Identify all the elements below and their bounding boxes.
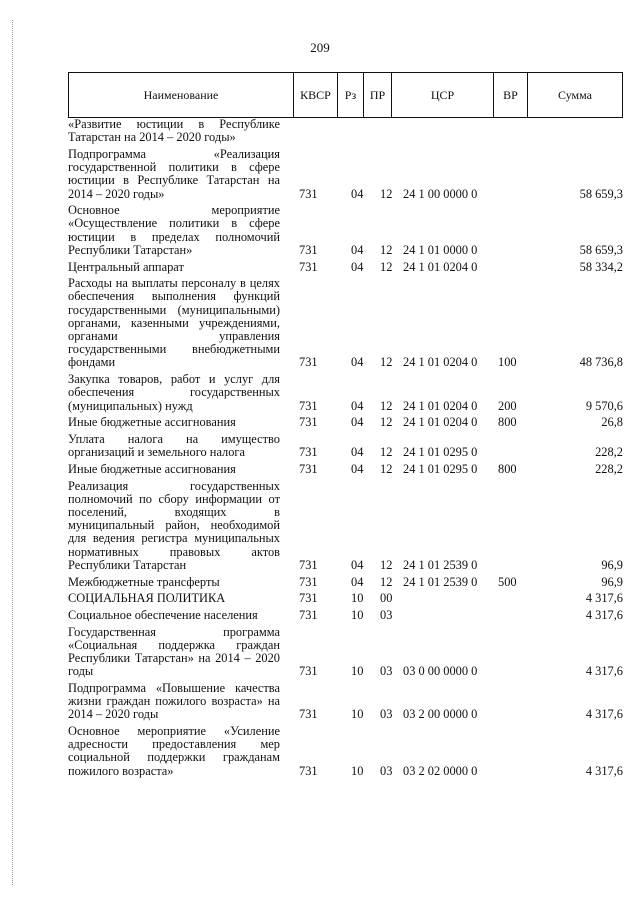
row-name: Реализация государственных полномочий по сбору информации от поселений, входящих в муниципальный район, необходимой для ведения регистра муниципальных нормативных правовых актов Республики Татарстан: [68, 478, 280, 572]
header-name: Наименование: [69, 73, 294, 117]
row-sum: 58 659,3: [579, 242, 623, 257]
row-rz: 10: [351, 707, 364, 722]
row-rz: 10: [351, 763, 364, 778]
row-pr: 12: [380, 445, 393, 460]
table-row: [68, 416, 623, 429]
row-pr: 12: [380, 461, 393, 476]
row-pr: 03: [380, 664, 393, 679]
row-rz: 04: [351, 186, 364, 201]
row-sum: 26,8: [601, 415, 623, 430]
header-kvsr: КВСР: [294, 73, 338, 117]
row-sum: 4 317,6: [585, 707, 623, 722]
row-rz: 04: [351, 259, 364, 274]
row-csr: 24 1 01 0204 0: [403, 355, 478, 370]
row-name: Социальное обеспечение населения: [68, 607, 258, 622]
row-kvsr: 731: [299, 591, 318, 606]
row-pr: 12: [380, 398, 393, 413]
row-rz: 04: [351, 557, 364, 572]
row-pr: 12: [380, 259, 393, 274]
table-row: [68, 277, 623, 369]
row-csr: 03 2 00 0000 0: [403, 707, 478, 722]
row-rz: 04: [351, 461, 364, 476]
table-row: [68, 480, 623, 572]
row-sum: 58 334,2: [579, 259, 623, 274]
row-pr: 12: [380, 186, 393, 201]
row-pr: 00: [380, 591, 393, 606]
row-csr: 03 0 00 0000 0: [403, 664, 478, 679]
header-pr: ПР: [364, 73, 392, 117]
row-rz: 04: [351, 574, 364, 589]
row-sum: 4 317,6: [585, 607, 623, 622]
row-sum: 48 736,8: [579, 355, 623, 370]
row-csr: 24 1 01 2539 0: [403, 557, 478, 572]
row-kvsr: 731: [299, 607, 318, 622]
page-number: 209: [310, 40, 330, 55]
margin-line: [12, 20, 13, 885]
row-name: Государственная программа «Социальная поддержка граждан Республики Татарстан» на 2014 – 2020 годы: [68, 624, 280, 679]
table-row: [68, 576, 623, 589]
row-kvsr: 731: [299, 763, 318, 778]
row-csr: 24 1 00 0000 0: [403, 186, 478, 201]
row-sum: 4 317,6: [585, 763, 623, 778]
row-name: Основное мероприятие «Осуществление политики в сфере юстиции в пределах полномочий Республики Татарстан»: [68, 203, 280, 257]
row-name: Уплата налога на имущество организаций и земельного налога: [68, 431, 280, 460]
row-kvsr: 731: [299, 574, 318, 589]
row-sum: 4 317,6: [585, 664, 623, 679]
row-kvsr: 731: [299, 707, 318, 722]
row-pr: 12: [380, 574, 393, 589]
row-name: Иные бюджетные ассигнования: [68, 415, 236, 430]
row-pr: 12: [380, 242, 393, 257]
header-rz: Рз: [338, 73, 364, 117]
header-vr: ВР: [494, 73, 528, 117]
row-sum: 58 659,3: [579, 186, 623, 201]
row-name: Подпрограмма «Реализация государственной политики в сфере юстиции в Республике Татарстан на 2014 – 2020 годы»: [68, 146, 280, 201]
row-kvsr: 731: [299, 186, 318, 201]
row-pr: 03: [380, 707, 393, 722]
row-sum: 4 317,6: [585, 591, 623, 606]
row-rz: 04: [351, 242, 364, 257]
table-row: [68, 433, 623, 459]
header-sum: Сумма: [558, 88, 592, 102]
table-row: [68, 725, 623, 778]
table-row: [68, 204, 623, 257]
row-name: Расходы на выплаты персоналу в целях обеспечения выполнения функций государственными (муниципальными) органами, казенными учреждениями, органами управления государственными внебюджетными фондами: [68, 276, 280, 370]
row-sum: 96,9: [601, 557, 623, 572]
row-csr: 24 1 01 0295 0: [403, 461, 478, 476]
table-row: [68, 373, 623, 413]
table-row: [68, 609, 623, 622]
row-kvsr: 731: [299, 664, 318, 679]
row-sum: 96,9: [601, 574, 623, 589]
row-pr: 03: [380, 763, 393, 778]
row-name: Подпрограмма «Повышение качества жизни граждан пожилого возраста» на 2014 – 2020 годы: [68, 680, 280, 722]
row-name: Центральный аппарат: [68, 259, 184, 274]
table-row: [68, 261, 623, 274]
row-kvsr: 731: [299, 259, 318, 274]
row-kvsr: 731: [299, 355, 318, 370]
row-rz: 04: [351, 355, 364, 370]
row-vr: 800: [498, 461, 517, 476]
row-csr: 24 1 01 0204 0: [403, 415, 478, 430]
row-name: Межбюджетные трансферты: [68, 574, 220, 589]
row-kvsr: 731: [299, 398, 318, 413]
table-header: [68, 72, 623, 118]
table-body: [68, 118, 623, 781]
row-rz: 04: [351, 398, 364, 413]
row-kvsr: 731: [299, 242, 318, 257]
row-pr: 03: [380, 607, 393, 622]
row-rz: 10: [351, 591, 364, 606]
row-kvsr: 731: [299, 445, 318, 460]
row-csr: 24 1 01 0295 0: [403, 445, 478, 460]
row-vr: 500: [498, 574, 517, 589]
row-name: Основное мероприятие «Усиление адресности предоставления мер социальной поддержки гражданам пожилого возраста»: [68, 724, 280, 778]
row-csr: 24 1 01 0000 0: [403, 242, 478, 257]
table-row: [68, 682, 623, 722]
row-sum: 9 570,6: [585, 398, 623, 413]
row-kvsr: 731: [299, 461, 318, 476]
table-row: [68, 592, 623, 605]
row-rz: 10: [351, 664, 364, 679]
row-sum: 228,2: [595, 461, 623, 476]
row-name: «Развитие юстиции в Республике Татарстан на 2014 – 2020 годы»: [68, 117, 280, 145]
row-vr: 100: [498, 355, 517, 370]
row-vr: 800: [498, 415, 517, 430]
row-sum: 228,2: [595, 445, 623, 460]
row-csr: 03 2 02 0000 0: [403, 763, 478, 778]
row-name: Иные бюджетные ассигнования: [68, 461, 236, 476]
row-vr: 200: [498, 398, 517, 413]
header-csr: ЦСР: [392, 73, 494, 117]
row-name: СОЦИАЛЬНАЯ ПОЛИТИКА: [68, 591, 226, 606]
row-csr: 24 1 01 2539 0: [403, 574, 478, 589]
row-pr: 12: [380, 557, 393, 572]
row-pr: 12: [380, 355, 393, 370]
table-row: [68, 463, 623, 476]
table-row: [68, 626, 623, 679]
row-pr: 12: [380, 415, 393, 430]
table-row: [68, 148, 623, 201]
row-rz: 04: [351, 445, 364, 460]
table-row: [68, 118, 623, 144]
row-kvsr: 731: [299, 415, 318, 430]
row-name: Закупка товаров, работ и услуг для обеспечения государственных (муниципальных) нужд: [68, 372, 280, 413]
row-csr: 24 1 01 0204 0: [403, 398, 478, 413]
row-kvsr: 731: [299, 557, 318, 572]
row-rz: 10: [351, 607, 364, 622]
row-rz: 04: [351, 415, 364, 430]
row-csr: 24 1 01 0204 0: [403, 259, 478, 274]
